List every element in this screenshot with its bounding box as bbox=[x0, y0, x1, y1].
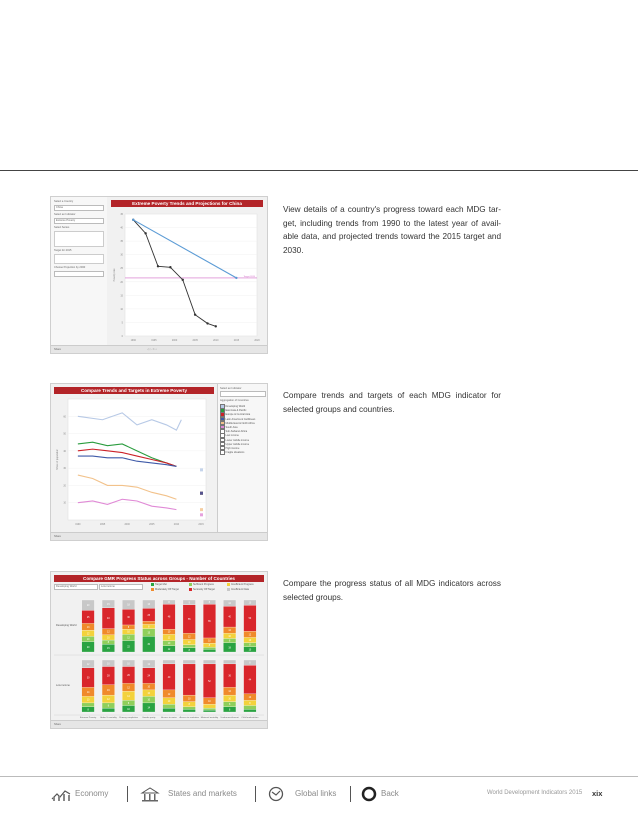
share-label[interactable]: Share bbox=[54, 535, 61, 538]
segment-value: 10 bbox=[248, 640, 252, 643]
legend-item[interactable] bbox=[220, 450, 266, 454]
segment-value: 13 bbox=[86, 626, 90, 629]
footer-rule bbox=[0, 776, 638, 777]
segment-value: 10 bbox=[208, 640, 211, 643]
segment-value: 8 bbox=[249, 702, 251, 705]
bar-segment bbox=[82, 703, 95, 707]
legend-label: High income bbox=[225, 446, 240, 450]
segment-value: 12 bbox=[127, 637, 130, 640]
legend-item bbox=[227, 588, 249, 592]
sidebar bbox=[217, 384, 268, 532]
legend-swatch bbox=[189, 583, 192, 586]
segment-value: 26 bbox=[127, 674, 130, 677]
y-axis-label: Share of population bbox=[56, 449, 59, 470]
segment-value: 24 bbox=[147, 675, 151, 678]
y-tick-label: 40 bbox=[120, 226, 123, 230]
screenshot-progress-status bbox=[50, 571, 268, 729]
segment-value: 10 bbox=[147, 693, 151, 696]
segment-value: 28 bbox=[107, 675, 110, 678]
legend-label: South Asia bbox=[225, 425, 238, 429]
page-footer bbox=[0, 783, 638, 807]
economy-icon bbox=[50, 785, 72, 803]
bar-segment bbox=[203, 649, 216, 652]
legend-label: Europe & Central Asia bbox=[225, 413, 251, 417]
legend-label: Fragile situations bbox=[225, 450, 245, 454]
caption-3: Compare the progress status of all MDG indicators across selected groups. bbox=[283, 579, 501, 602]
segment-value: 25 bbox=[86, 616, 90, 619]
segment-value: 30 bbox=[147, 644, 151, 647]
segment-value: 14 bbox=[127, 695, 130, 698]
group-a-value: Developing World bbox=[56, 585, 77, 588]
global-links-icon bbox=[266, 785, 286, 803]
footer-link-global-links[interactable]: Global links bbox=[295, 789, 337, 798]
target-label: Target 2015 bbox=[243, 275, 255, 278]
segment-value: 40 bbox=[228, 616, 231, 619]
segment-value: 10 bbox=[167, 700, 171, 703]
segment-value: 10 bbox=[127, 708, 130, 711]
segment-value: 36 bbox=[228, 675, 231, 678]
segment-value: 8 bbox=[229, 704, 231, 707]
x-tick-label: 2010 bbox=[173, 523, 180, 526]
segment-value: 65 bbox=[208, 621, 211, 624]
segment-value: 18 bbox=[127, 604, 130, 607]
x-tick-label: 2010 bbox=[213, 339, 219, 342]
segment-value: 15 bbox=[107, 603, 110, 606]
x-tick-label: 2000 bbox=[171, 339, 178, 342]
sidebar bbox=[51, 197, 107, 347]
legend-item bbox=[189, 588, 215, 592]
segment-value: 20 bbox=[86, 605, 90, 608]
segment-value: 12 bbox=[107, 699, 110, 701]
segment-value: 15 bbox=[107, 648, 110, 651]
screenshot-compare-trends bbox=[50, 383, 268, 541]
segment-value: 10 bbox=[187, 642, 191, 645]
publication-title: World Development Indicators 2015 bbox=[487, 790, 583, 796]
legend-item bbox=[151, 588, 179, 592]
segment-value: 8 bbox=[168, 602, 170, 605]
footer-link-back[interactable]: Back bbox=[381, 789, 399, 798]
segment-value: 48 bbox=[167, 616, 171, 619]
bar-segment bbox=[244, 709, 257, 712]
legend-label: Insufficient Progress bbox=[231, 583, 254, 587]
bar-segment bbox=[183, 645, 196, 648]
segment-value: 12 bbox=[228, 691, 231, 694]
segment-value: 16 bbox=[107, 689, 110, 692]
chart-title: Extreme Poverty Trends and Projections for China bbox=[111, 200, 263, 207]
bar-segment bbox=[203, 647, 216, 649]
bar-segment bbox=[203, 710, 216, 712]
checkbox-icon[interactable] bbox=[220, 450, 225, 455]
segment-value: 10 bbox=[228, 698, 231, 701]
data-point bbox=[169, 266, 171, 268]
legend-label: Insufficient Data bbox=[231, 588, 249, 592]
category-label: Undernourishment bbox=[220, 717, 239, 719]
group-b-value: Low income bbox=[101, 585, 115, 588]
bar-segment bbox=[183, 660, 196, 664]
data-point bbox=[182, 279, 184, 281]
data-point bbox=[235, 277, 237, 279]
data-point bbox=[194, 313, 196, 315]
data-point bbox=[215, 325, 217, 327]
segment-value: 8 bbox=[208, 602, 211, 605]
legend-label: Low income bbox=[225, 434, 239, 438]
target-marker bbox=[200, 492, 203, 495]
legend-label: Latin America & Caribbean bbox=[225, 417, 256, 421]
legend-item bbox=[151, 583, 167, 587]
indicator-select[interactable] bbox=[220, 391, 266, 397]
share-label[interactable]: Share bbox=[54, 348, 61, 351]
segment-value: 10 bbox=[248, 697, 252, 700]
y-tick-label: 15 bbox=[120, 294, 123, 298]
target-label: Target for 2015 bbox=[54, 249, 72, 252]
segment-value: 14 bbox=[147, 707, 151, 710]
x-tick-label: 1995 bbox=[151, 339, 157, 342]
segment-value: 18 bbox=[228, 647, 231, 650]
y-tick-label: 20 bbox=[120, 280, 123, 284]
projection-label: Choose Projection by 2030 bbox=[54, 266, 86, 269]
legend-swatch bbox=[227, 588, 230, 591]
bar-segment bbox=[203, 708, 216, 710]
separator bbox=[350, 786, 351, 802]
category-label: Access to water bbox=[161, 717, 177, 719]
group-label: Low income bbox=[56, 684, 70, 687]
y-tick-label: 50 bbox=[63, 432, 66, 436]
legend-label: Moderately Off Target bbox=[155, 588, 179, 592]
legend-swatch bbox=[151, 583, 154, 586]
segment-value: 10 bbox=[86, 639, 90, 641]
legend-label: Upper middle income bbox=[225, 442, 250, 446]
segment-value: 12 bbox=[107, 631, 110, 634]
bar-segment bbox=[183, 707, 196, 710]
data-point bbox=[206, 322, 208, 324]
legend-swatch bbox=[189, 588, 192, 591]
data-point bbox=[157, 265, 159, 267]
segment-value: 8 bbox=[188, 704, 190, 707]
segment-value: 9 bbox=[188, 602, 190, 605]
y-axis-label: Poverty rate bbox=[113, 268, 116, 282]
segment-value: 10 bbox=[107, 637, 110, 640]
segment-value: 8 bbox=[127, 702, 130, 705]
caption-1: View details of a country's progress toward each MDG tar-get, including trends from 1990 to the latest year of avail-able data, and projected trends toward the 2015 target and 2030. bbox=[283, 205, 501, 255]
y-tick-label: 35 bbox=[120, 240, 123, 244]
screenshot-footer bbox=[51, 720, 267, 729]
footer-link-economy[interactable]: Economy bbox=[75, 789, 109, 798]
bar-segment bbox=[163, 660, 176, 664]
segment-value: 12 bbox=[167, 693, 171, 696]
legend-label: Sufficient Progress bbox=[193, 583, 214, 587]
bar-segment bbox=[203, 660, 216, 664]
segment-value: 8 bbox=[249, 644, 251, 647]
target-marker bbox=[200, 513, 203, 516]
legend-label: Developing World bbox=[225, 404, 246, 408]
compare-trends-chart bbox=[54, 395, 214, 528]
category-label: Extreme Poverty bbox=[80, 717, 97, 719]
group-label: Aggregation of Countries bbox=[220, 399, 249, 402]
legend-label: Lower middle income bbox=[225, 438, 250, 442]
country-select[interactable] bbox=[54, 205, 104, 211]
segment-value: 40 bbox=[167, 676, 171, 679]
group-a-select[interactable] bbox=[54, 584, 98, 590]
legend-swatch bbox=[227, 583, 230, 586]
status-legend bbox=[151, 583, 265, 595]
category-label: Maternal mortality bbox=[200, 717, 219, 719]
x-tick-label: 1990 bbox=[75, 523, 81, 526]
segment-value: 12 bbox=[248, 634, 252, 637]
category-label: Primary completion bbox=[119, 717, 138, 719]
segment-value: 52 bbox=[208, 680, 211, 683]
segment-value: 10 bbox=[107, 663, 110, 666]
bar-segment bbox=[102, 705, 115, 712]
indicator-value: Extreme Poverty bbox=[56, 219, 76, 222]
segment-value: 30 bbox=[127, 617, 130, 620]
caption-2: Compare trends and targets of each MDG indicator for selected groups and countries. bbox=[283, 391, 501, 414]
toolbar-icons: ◁ ▷ ⟲ ⌂ bbox=[147, 348, 157, 351]
legend-label: Seriously Off Target bbox=[193, 588, 215, 592]
segment-value: 25 bbox=[147, 614, 151, 617]
segment-value: 12 bbox=[147, 663, 151, 666]
progress-status-chart bbox=[54, 598, 264, 720]
bar-segment bbox=[244, 706, 257, 710]
footer-link-states-markets[interactable]: States and markets bbox=[168, 789, 237, 798]
segment-value: 8 bbox=[208, 645, 211, 648]
segment-value: 22 bbox=[127, 646, 130, 649]
y-tick-label: 40 bbox=[63, 449, 66, 453]
country-value: China bbox=[56, 206, 63, 209]
screenshot-footer bbox=[51, 532, 267, 541]
x-tick-label: 2015 bbox=[233, 339, 240, 342]
legend-swatch bbox=[151, 588, 154, 591]
legend-label: Middle East & North Africa bbox=[225, 421, 255, 425]
segment-value: 20 bbox=[86, 646, 90, 649]
segment-value: 10 bbox=[248, 649, 252, 652]
segment-value: 8 bbox=[107, 705, 109, 708]
target-marker bbox=[200, 468, 203, 471]
poverty-trend-chart bbox=[111, 208, 263, 343]
segment-value: 50 bbox=[248, 618, 252, 621]
category-label: Under-5 mortality bbox=[99, 717, 117, 719]
screenshot-footer bbox=[51, 345, 267, 354]
segment-value: 8 bbox=[127, 627, 130, 630]
segment-value: 10 bbox=[86, 699, 90, 702]
y-tick-label: 45 bbox=[120, 213, 123, 216]
legend-label: Sub-Saharan Africa bbox=[225, 430, 248, 434]
segment-value: 48 bbox=[187, 679, 191, 682]
y-tick-label: 10 bbox=[120, 307, 123, 311]
page-number: xix bbox=[592, 789, 603, 798]
group-label: Developing World bbox=[56, 624, 77, 627]
group-b-select[interactable] bbox=[99, 584, 143, 590]
segment-value: 44 bbox=[248, 679, 252, 682]
select-country-label: Select a Country bbox=[54, 200, 74, 203]
segment-value: 10 bbox=[167, 631, 171, 634]
y-tick-label: 30 bbox=[120, 253, 123, 257]
segment-value: 16 bbox=[147, 604, 151, 607]
back-icon[interactable] bbox=[360, 785, 378, 803]
chart-title: Compare GMR Progress Status across Groups - Number of Countries bbox=[54, 575, 264, 582]
segment-value: 8 bbox=[188, 649, 190, 652]
indicator-select[interactable] bbox=[54, 218, 104, 224]
series-options[interactable] bbox=[54, 231, 104, 247]
y-tick-label: 10 bbox=[63, 501, 66, 505]
select-indicator-label: Select an Indicator bbox=[54, 213, 76, 216]
segment-value: 40 bbox=[107, 618, 110, 621]
legend-label: Target Met bbox=[155, 583, 167, 587]
segment-value: 12 bbox=[86, 633, 90, 636]
top-rule bbox=[0, 170, 638, 171]
data-point bbox=[144, 232, 146, 234]
x-tick-label: 2005 bbox=[192, 339, 198, 342]
x-tick-label: 2005 bbox=[149, 523, 155, 526]
bar-segment bbox=[163, 704, 176, 708]
legend-item bbox=[189, 583, 214, 587]
group-legend bbox=[220, 404, 266, 454]
segment-value: 12 bbox=[127, 687, 130, 690]
segment-value: 8 bbox=[87, 709, 89, 712]
segment-value: 15 bbox=[147, 632, 151, 635]
segment-value: 12 bbox=[187, 636, 191, 639]
segment-value: 8 bbox=[249, 662, 251, 665]
x-tick-label: 2020 bbox=[254, 339, 260, 342]
indicator-label: Select an Indicator bbox=[220, 387, 242, 390]
y-tick-label: 60 bbox=[63, 415, 66, 419]
segment-value: 10 bbox=[127, 663, 130, 666]
segment-value: 10 bbox=[147, 699, 151, 702]
bar-segment bbox=[143, 621, 156, 624]
segment-value: 8 bbox=[148, 626, 150, 629]
segment-value: 10 bbox=[147, 686, 151, 689]
bar-segment bbox=[163, 708, 176, 712]
segment-value: 12 bbox=[167, 648, 171, 651]
segment-value: 12 bbox=[228, 603, 231, 606]
target-marker bbox=[200, 508, 203, 511]
chart-title: Compare Trends and Targets in Extreme Poverty bbox=[54, 387, 214, 394]
share-label[interactable]: Share bbox=[54, 723, 61, 726]
separator bbox=[255, 786, 256, 802]
category-label: Access to sanitation bbox=[179, 717, 199, 719]
x-tick-label: 2015 bbox=[198, 523, 204, 526]
category-label: Child malnutrition bbox=[241, 717, 259, 719]
segment-value: 8 bbox=[107, 642, 109, 645]
target-options[interactable] bbox=[54, 254, 104, 264]
segment-value: 10 bbox=[187, 698, 191, 701]
segment-value: 12 bbox=[167, 637, 171, 640]
legend-item bbox=[227, 583, 254, 587]
segment-value: 30 bbox=[86, 677, 90, 680]
segment-value: 10 bbox=[228, 635, 231, 638]
y-tick-label: 0 bbox=[121, 335, 123, 338]
y-tick-label: 25 bbox=[120, 267, 123, 271]
segment-value: 8 bbox=[229, 640, 231, 643]
bar-segment bbox=[223, 660, 236, 664]
segment-value: 14 bbox=[86, 691, 90, 694]
x-tick-label: 1990 bbox=[130, 339, 136, 342]
segment-value: 10 bbox=[167, 643, 171, 646]
projection-select[interactable] bbox=[54, 271, 104, 277]
separator bbox=[127, 786, 128, 802]
segment-value: 12 bbox=[86, 663, 90, 666]
segment-value: 10 bbox=[248, 602, 252, 605]
x-tick-label: 1995 bbox=[99, 523, 106, 526]
segment-value: 10 bbox=[208, 700, 211, 703]
category-label: Gender parity bbox=[142, 717, 156, 719]
segment-value: 10 bbox=[127, 631, 130, 634]
bar-segment bbox=[203, 704, 216, 708]
y-tick-label: 20 bbox=[63, 484, 66, 488]
segment-value: 55 bbox=[187, 618, 191, 621]
segment-value: 12 bbox=[228, 630, 231, 633]
states-markets-icon bbox=[139, 785, 161, 803]
x-tick-label: 2000 bbox=[124, 523, 130, 526]
y-tick-label: 30 bbox=[63, 467, 66, 471]
data-point bbox=[132, 219, 134, 221]
series-label: Select Series bbox=[54, 226, 70, 229]
screenshot-country-progress bbox=[50, 196, 268, 354]
bar-segment bbox=[183, 709, 196, 712]
legend-label: East Asia & Pacific bbox=[225, 409, 247, 413]
segment-value: 8 bbox=[229, 709, 231, 712]
y-tick-label: 5 bbox=[121, 321, 123, 325]
